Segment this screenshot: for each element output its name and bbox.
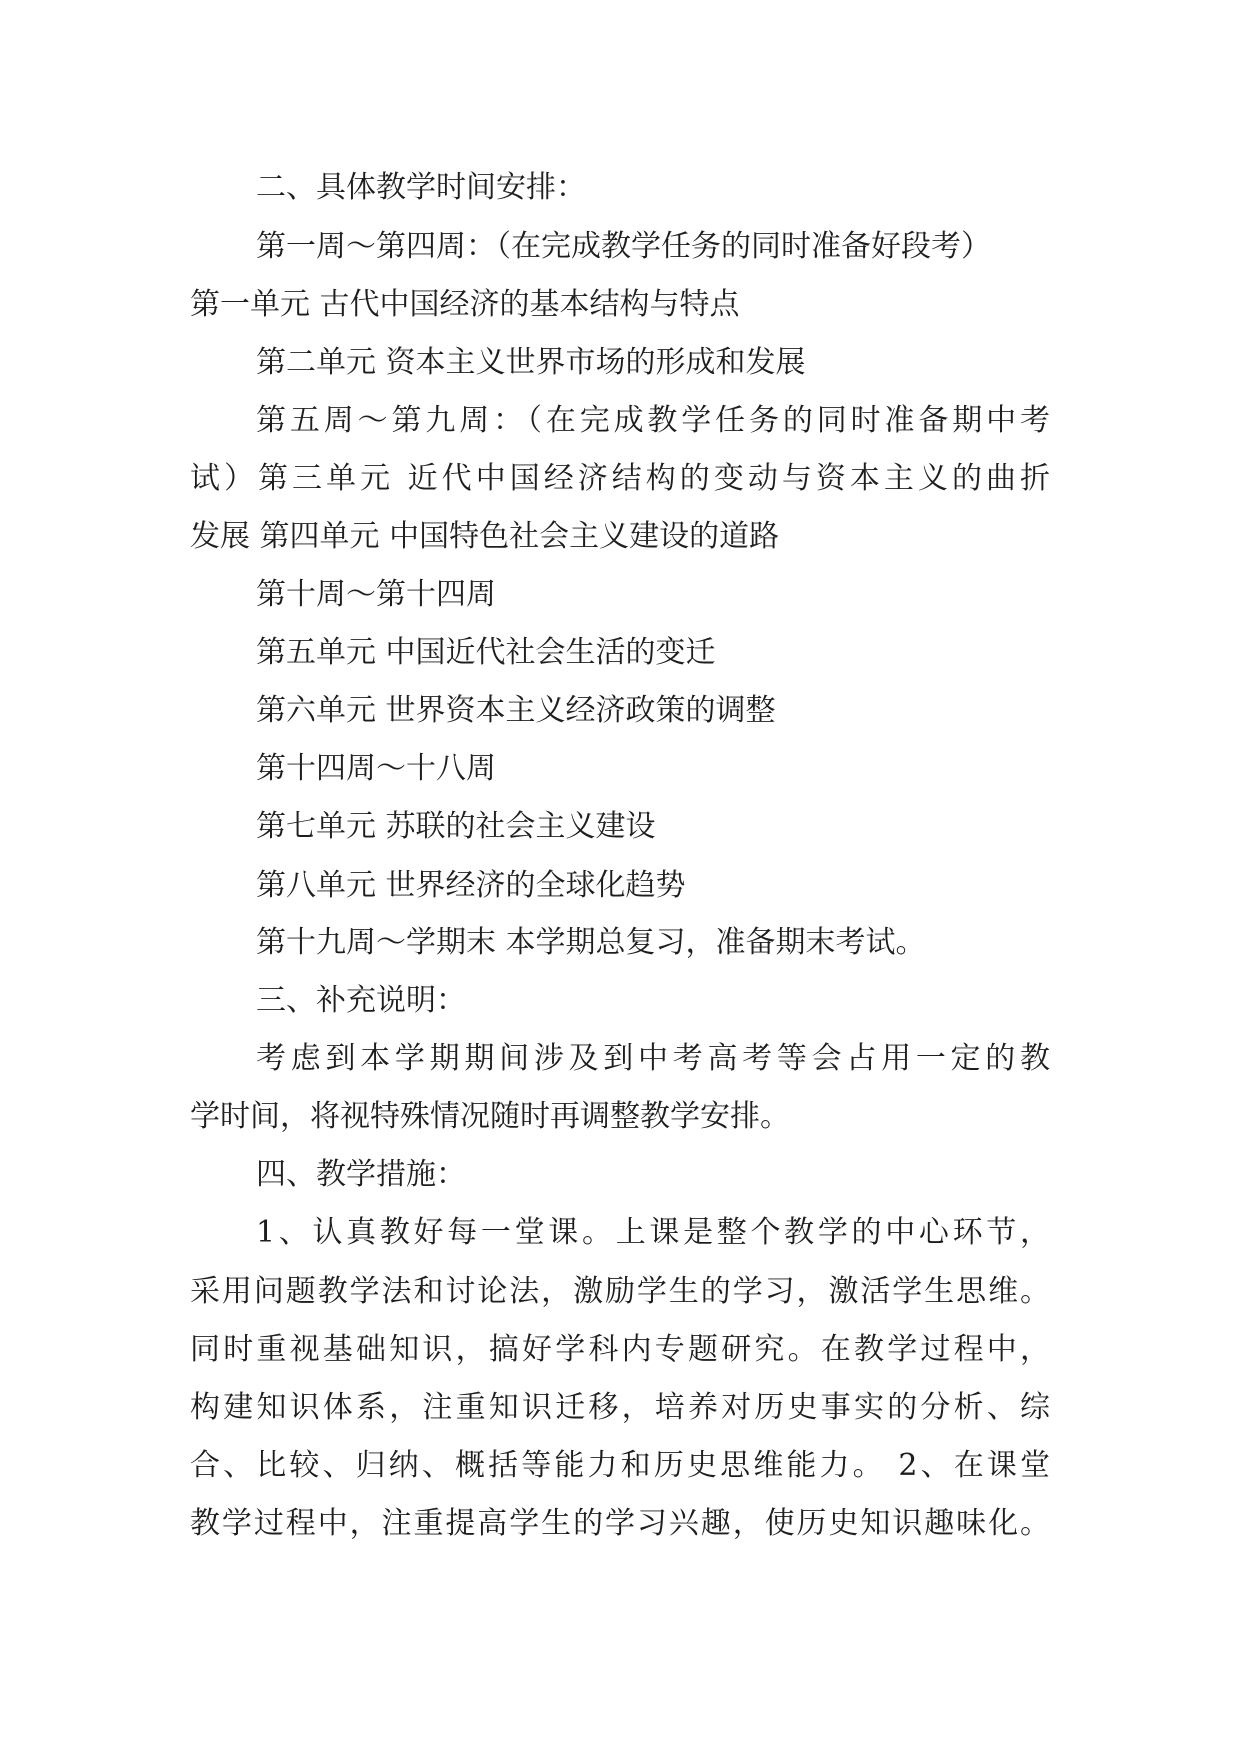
section-heading-measures: 四、教学措施：: [256, 1157, 466, 1192]
schedule-unit-4: 发展 第四单元 中国特色社会主义建设的道路: [190, 519, 780, 554]
schedule-week-1-4: 第一周～第四周：（在完成教学任务的同时准备好段考）: [256, 229, 991, 264]
measures-paragraph-line-4: 构建知识体系，注重知识迁移，培养对历史事实的分析、综: [190, 1390, 1050, 1425]
measures-paragraph-line-2: 采用问题教学法和讨论法，激励学生的学习，激活学生思维。: [190, 1274, 1050, 1309]
schedule-unit-3: 试）第三单元 近代中国经济结构的变动与资本主义的曲折: [190, 461, 1050, 496]
schedule-unit-5: 第五单元 中国近代社会生活的变迁: [256, 635, 716, 670]
notes-paragraph-line-2: 学时间，将视特殊情况随时再调整教学安排。: [190, 1099, 790, 1134]
notes-paragraph-line-1: 考虑到本学期期间涉及到中考高考等会占用一定的教: [256, 1041, 1050, 1076]
schedule-week-19-end: 第十九周～学期末 本学期总复习，准备期末考试。: [256, 925, 926, 960]
measures-paragraph-line-6: 教学过程中，注重提高学生的学习兴趣，使历史知识趣味化。: [190, 1506, 1050, 1541]
schedule-unit-1: 第一单元 古代中国经济的基本结构与特点: [190, 287, 740, 322]
schedule-unit-2: 第二单元 资本主义世界市场的形成和发展: [256, 345, 806, 380]
measures-paragraph-line-3: 同时重视基础知识，搞好学科内专题研究。在教学过程中，: [190, 1332, 1050, 1367]
schedule-unit-8: 第八单元 世界经济的全球化趋势: [256, 868, 686, 903]
schedule-week-5-9: 第五周～第九周：（在完成教学任务的同时准备期中考: [256, 403, 1050, 438]
schedule-unit-6: 第六单元 世界资本主义经济政策的调整: [256, 693, 776, 728]
measures-paragraph-line-5: 合、比较、归纳、概括等能力和历史思维能力。 2、在课堂: [190, 1448, 1050, 1483]
schedule-week-14-18: 第十四周～十八周: [256, 751, 496, 786]
section-heading-schedule: 二、具体教学时间安排：: [256, 170, 586, 205]
schedule-week-10-14: 第十周～第十四周: [256, 577, 496, 612]
measures-paragraph-line-1: 1、认真教好每一堂课。上课是整个教学的中心环节，: [256, 1215, 1050, 1250]
section-heading-notes: 三、补充说明：: [256, 983, 466, 1018]
schedule-unit-7: 第七单元 苏联的社会主义建设: [256, 809, 656, 844]
